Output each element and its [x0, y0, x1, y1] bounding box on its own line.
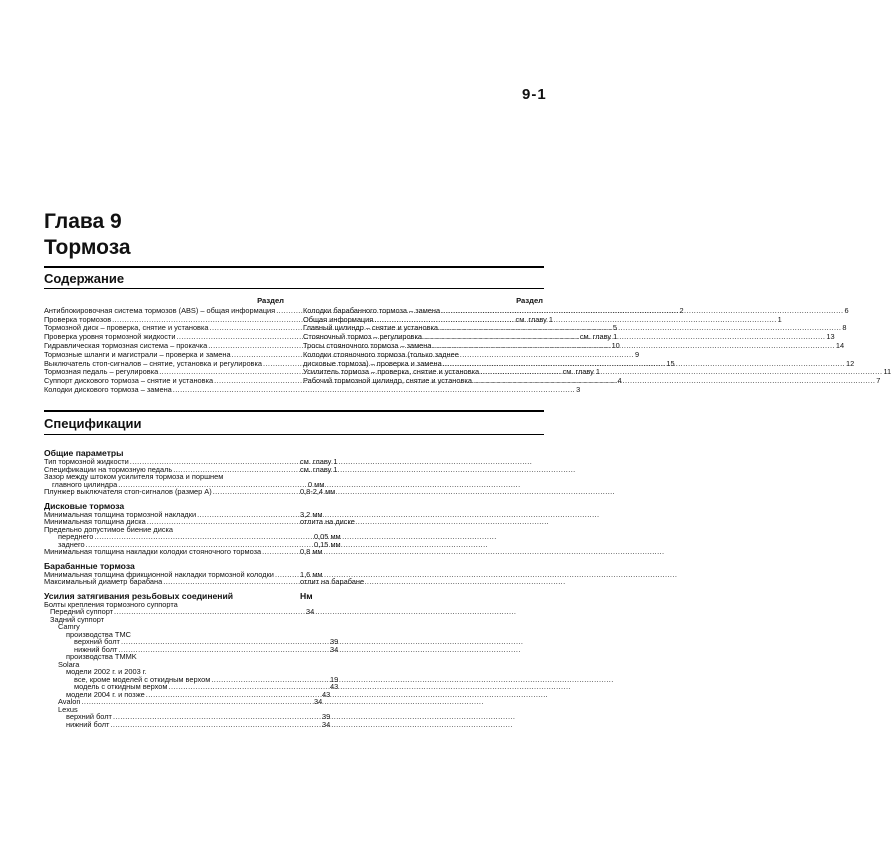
toc-entry-page: 4 — [617, 376, 622, 386]
toc-entry-title: Суппорт дискового тормоза – снятие и установка — [44, 376, 214, 386]
spec-label: модели 2002 г. и 2003 г. — [66, 667, 147, 676]
toc-entry-page: 13 — [826, 332, 835, 342]
toc-entry-title: Тросы стояночного тормоза – замена — [303, 340, 432, 350]
spec-group-unit: Нм — [300, 590, 313, 601]
spec-group-name: Усилия затягивания резьбовых соединений — [44, 590, 234, 601]
toc-entry-title: Стояночный тормоз – регулировка — [303, 332, 422, 342]
specs-heading: Спецификации — [44, 416, 142, 431]
spec-value: 3,2 мм — [300, 509, 323, 519]
toc-entry-page: 14 — [835, 340, 845, 350]
spec-label-cell — [44, 616, 296, 624]
toc-entry — [44, 384, 581, 395]
toc-section-label: Раздел — [257, 296, 284, 305]
spec-label: производства TMC — [66, 629, 131, 639]
spec-value: 39 — [330, 637, 339, 646]
contents-heading: Содержание — [44, 271, 125, 286]
spec-label: Минимальная толщина накладки колодки стояночного тормоза — [44, 547, 262, 556]
spec-label: Предельно допустимое биение диска — [44, 524, 174, 534]
toc-entry-page: 7 — [876, 376, 881, 386]
spec-label: Задний суппорт — [50, 614, 105, 624]
spec-label: Минимальная толщина фрикционной накладки тормозной колодки — [44, 569, 274, 579]
toc-entry-page: 9 — [634, 349, 640, 359]
dot-leader — [473, 377, 875, 386]
spec-group-title — [44, 561, 544, 571]
toc-entry-page: 1 — [777, 314, 782, 324]
spec-value: 43 — [322, 689, 331, 699]
spec-label: Плунжер выключателя стоп-сигналов (размер A) — [44, 487, 212, 496]
spec-label: производства TMMK — [66, 652, 137, 661]
spec-label-cell — [44, 548, 290, 556]
spec-value: 0,8 мм — [300, 547, 323, 556]
spec-label-cell — [44, 488, 290, 496]
spec-value: 34 — [314, 697, 323, 706]
toc-entry-page: см. главу 1 — [515, 314, 553, 324]
spec-label: нижний болт — [66, 719, 110, 729]
toc-entry-page: 2 — [679, 305, 684, 315]
dot-leader — [173, 466, 575, 474]
toc-entry-title: Тормозной диск – проверка, снятие и установка — [44, 323, 209, 333]
spec-row — [44, 578, 544, 586]
dot-leader — [110, 721, 512, 729]
toc-entry-title: Главный цилиндр – снятие и установка — [303, 323, 439, 333]
spec-label: Минимальная толщина диска — [44, 517, 146, 526]
spec-value: 19 — [330, 674, 339, 684]
spec-row — [44, 608, 544, 616]
spec-label: все, кроме моделей с откидным верхом — [74, 674, 211, 684]
toc-entry-page: см. главу 1 — [579, 332, 618, 342]
toc-entry-title: дисковые тормоза) – проверка и замена — [303, 358, 442, 368]
spec-value: см. главу 1 — [300, 457, 338, 466]
spec-label: главного цилиндра — [52, 479, 118, 489]
toc-entry-title: Колодки барабанного тормоза – замена — [303, 305, 441, 315]
spec-group-name: Общие параметры — [44, 448, 124, 458]
spec-row — [44, 616, 544, 624]
specs-divider — [44, 434, 544, 435]
dot-leader — [433, 342, 835, 351]
chapter-subtitle: Тормоза — [44, 236, 131, 259]
spec-value: 39 — [322, 712, 331, 721]
toc-entry — [303, 376, 881, 386]
contents-rule — [44, 266, 544, 268]
toc-entry-page: 12 — [846, 358, 855, 368]
toc-entry-title: Усилитель тормоза – проверка, снятие и установка — [303, 367, 480, 377]
spec-label: Тип тормозной жидкости — [44, 457, 129, 466]
toc-entry-title: Проверка уровня тормозной жидкости — [44, 332, 176, 342]
spec-label: Camry — [58, 622, 80, 631]
spec-label: Спецификации на тормозную педаль — [44, 464, 173, 474]
toc-entry-title: Тормозные шланги и магистрали – проверка и замена — [44, 349, 231, 359]
spec-value: 34 — [306, 607, 315, 616]
toc-entry-page: см. главу 1 — [562, 367, 601, 377]
spec-label: Зазор между штоком усилителя тормоза и поршнем — [44, 472, 224, 481]
spec-label: модель с откидным верхом — [74, 682, 168, 691]
spec-label-cell — [44, 721, 312, 729]
toc-entry-title: Рабочий тормозной цилиндр, снятие и установка — [303, 376, 472, 386]
toc-entry-page: 8 — [842, 323, 847, 333]
spec-label: Минимальная толщина тормозной накладки — [44, 509, 197, 519]
spec-label: заднего — [58, 539, 85, 549]
spec-group-title — [44, 591, 544, 601]
spec-row — [44, 548, 544, 556]
spec-value: 0,05 мм — [314, 532, 341, 541]
specs-rule — [44, 410, 544, 412]
spec-row — [44, 653, 544, 661]
spec-value: 43 — [330, 682, 339, 691]
spec-value: 34 — [330, 644, 339, 654]
toc-entry-page: 5 — [612, 323, 617, 333]
spec-label: модели 2004 г. и позже — [66, 689, 145, 699]
spec-value: отлита на диске — [300, 517, 355, 526]
dot-leader — [213, 488, 615, 496]
spec-row — [44, 488, 544, 496]
dot-leader — [114, 608, 516, 616]
spec-label: верхний болт — [74, 637, 120, 646]
spec-label: Solara — [58, 659, 80, 669]
spec-label-cell — [44, 653, 312, 661]
spec-label-cell — [44, 698, 304, 706]
spec-value: 34 — [322, 719, 331, 729]
toc-entry-page: 10 — [611, 340, 620, 350]
toc-entry: Колодки стояночного тормоза (только заднее — [303, 349, 459, 359]
spec-label: Avalon — [58, 697, 81, 706]
spec-value: см. главу 1 — [300, 464, 338, 474]
spec-value: 1,6 мм — [300, 569, 323, 579]
spec-group-title — [44, 501, 544, 511]
toc-entry-title: Тормозная педаль – регулировка — [44, 367, 159, 377]
toc-section-label: Раздел — [516, 296, 543, 305]
spec-value: 0 мм — [308, 479, 325, 489]
spec-label: Передний суппорт — [50, 607, 114, 616]
toc-entry-title: Общая информация — [303, 314, 374, 324]
toc-entry-page: 6 — [844, 305, 849, 315]
dot-leader — [173, 386, 575, 395]
spec-row — [44, 721, 544, 729]
spec-label: нижний болт — [74, 644, 118, 654]
dot-leader — [118, 646, 520, 654]
spec-label-cell — [44, 578, 290, 586]
toc-entry-title: Колодки дискового тормоза – замена — [44, 384, 172, 394]
spec-value: 0,15 мм — [314, 539, 341, 549]
dot-leader — [81, 698, 483, 706]
contents-divider — [44, 288, 544, 289]
toc-entry-page: 11 — [883, 367, 891, 377]
specifications-body — [44, 448, 544, 728]
spec-value: 0,8-2,4 мм — [300, 487, 336, 496]
toc-entry-title: Антиблокировочная система тормозов (ABS) – общая информация — [44, 305, 276, 315]
spec-label: Болты крепления тормозного суппорта — [44, 599, 178, 609]
page-number: 9-1 — [522, 86, 547, 103]
dot-leader — [163, 578, 565, 586]
toc-entry-title: Выключатель стоп-сигналов – снятие, установка и регулировка — [44, 358, 262, 368]
spec-group-name: Дисковые тормоза — [44, 500, 125, 511]
chapter-title: Глава 9 — [44, 210, 122, 233]
spec-label: Lexus — [58, 704, 78, 714]
toc-entry-page: 3 — [576, 384, 581, 394]
spec-label: верхний болт — [66, 712, 112, 721]
spec-label: Максимальный диаметр барабана — [44, 577, 163, 586]
spec-group-name: Барабанные тормоза — [44, 560, 135, 571]
spec-value: отлит на барабане — [300, 577, 365, 586]
toc-entry-page: 15 — [666, 358, 675, 368]
spec-row — [44, 698, 544, 706]
spec-label: переднего — [58, 532, 94, 541]
toc-entry-title: Проверка тормозов — [44, 314, 112, 324]
toc-entry-title: Гидравлическая тормозная система – прокачка — [44, 340, 208, 350]
